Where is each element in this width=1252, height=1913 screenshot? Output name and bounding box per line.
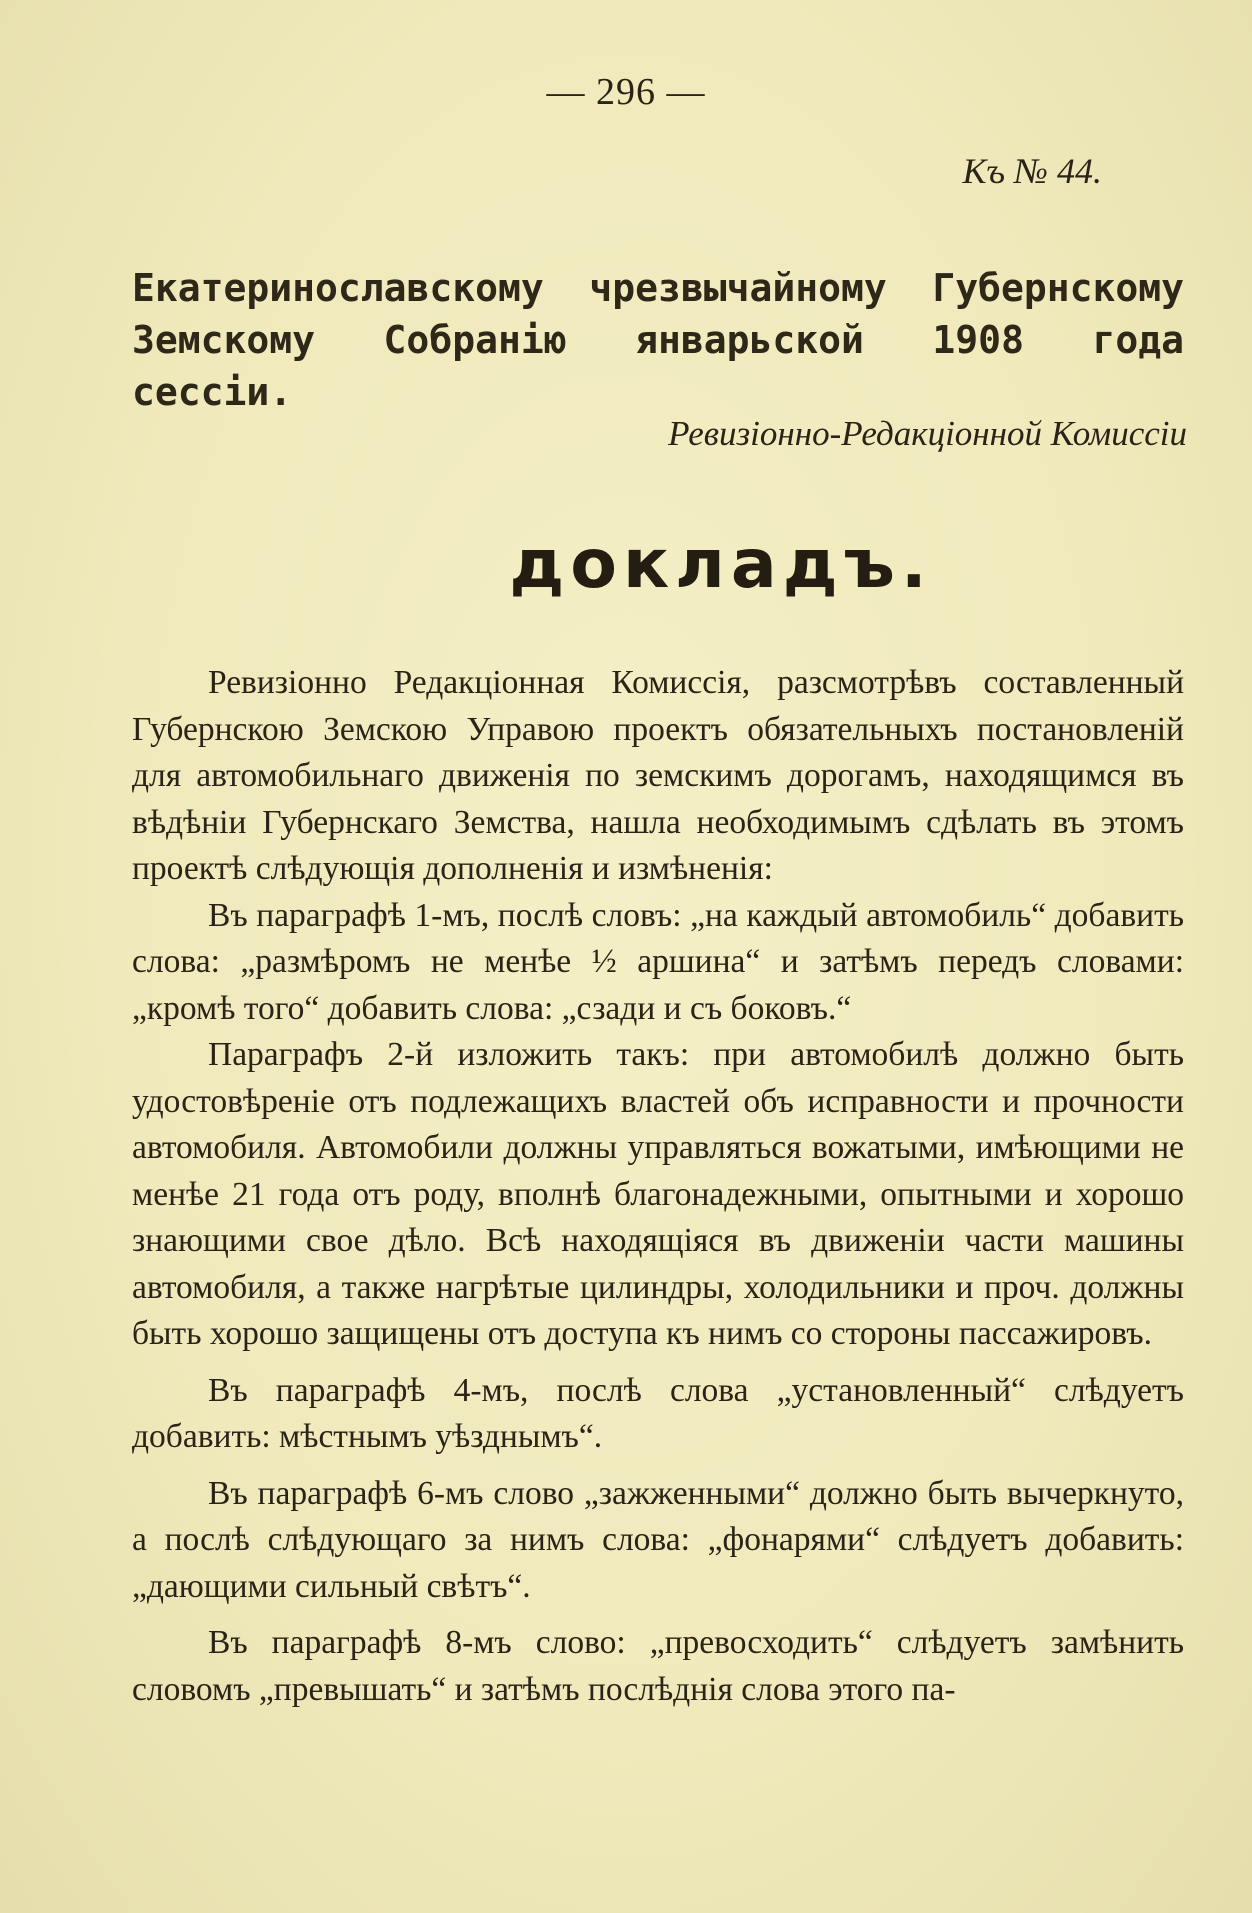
page-number: — 296 — bbox=[546, 71, 706, 113]
body-paragraph: Въ параграфѣ 1-мъ, послѣ словъ: „на каждый автомобиль“ добавить слова: „размѣромъ не менѣе ½ аршина“ и затѣмъ передъ словами: „кромѣ того“ добавить слова: „сзади и съ боковъ.“ bbox=[132, 896, 1184, 1027]
body-paragraph: Въ параграфѣ 6-мъ слово „зажженными“ должно быть вычеркнуто, а послѣ слѣдующаго за нимъ слова: „фонарями“ слѣдуетъ добавить: „дающими сильный свѣтъ“. bbox=[132, 1474, 1184, 1605]
body-paragraph: Ревизіонно Редакціонная Комиссія, разсмотрѣвъ составленный Губернскою Земскою Управою проектъ обязательныхъ постановленій для автомобильнаго движенія по земскимъ дорогамъ, находящимся въ вѣдѣніи Губернскаго Земства, нашла необходимымъ сдѣлать въ этомъ проектѣ слѣдующія дополненія и измѣненія: bbox=[132, 664, 1184, 887]
body-paragraph: Въ параграфѣ 8-мъ слово: „превосходить“ слѣдуетъ замѣнить словомъ „превышать“ и затѣмъ послѣднія слова этого па- bbox=[132, 1624, 1184, 1708]
document-reference: Къ № 44. bbox=[962, 151, 1102, 191]
commission-name: Ревизіонно-Редакціонной Комиссіи bbox=[668, 414, 1187, 453]
body-paragraph: Въ параграфѣ 4-мъ, послѣ слова „установленный“ слѣдуетъ добавить: мѣстнымъ уѣзднымъ“. bbox=[132, 1371, 1184, 1455]
document-title: докладъ. bbox=[509, 525, 933, 604]
body-paragraph: Параграфъ 2-й изложить такъ: при автомобилѣ должно быть удостовѣреніе отъ подлежащихъ властей объ исправности и прочности автомобиля. Автомобили должны управляться вожатыми, имѣющими не менѣе 21 года отъ роду, вполнѣ благонадежными, опытными и хорошо знающими свое дѣло. Всѣ находящіяся въ движеніи части машины автомобиля, а также нагрѣтые цилиндры, холодильники и проч. должны быть хорошо защищены отъ доступа къ нимъ со стороны пассажировъ. bbox=[132, 1036, 1184, 1352]
addressee-heading: Екатеринославскому чрезвычайному Губернскому Земскому Собранію январьской 1908 года сессіи. bbox=[132, 266, 1184, 414]
report-body bbox=[132, 660, 1184, 1713]
